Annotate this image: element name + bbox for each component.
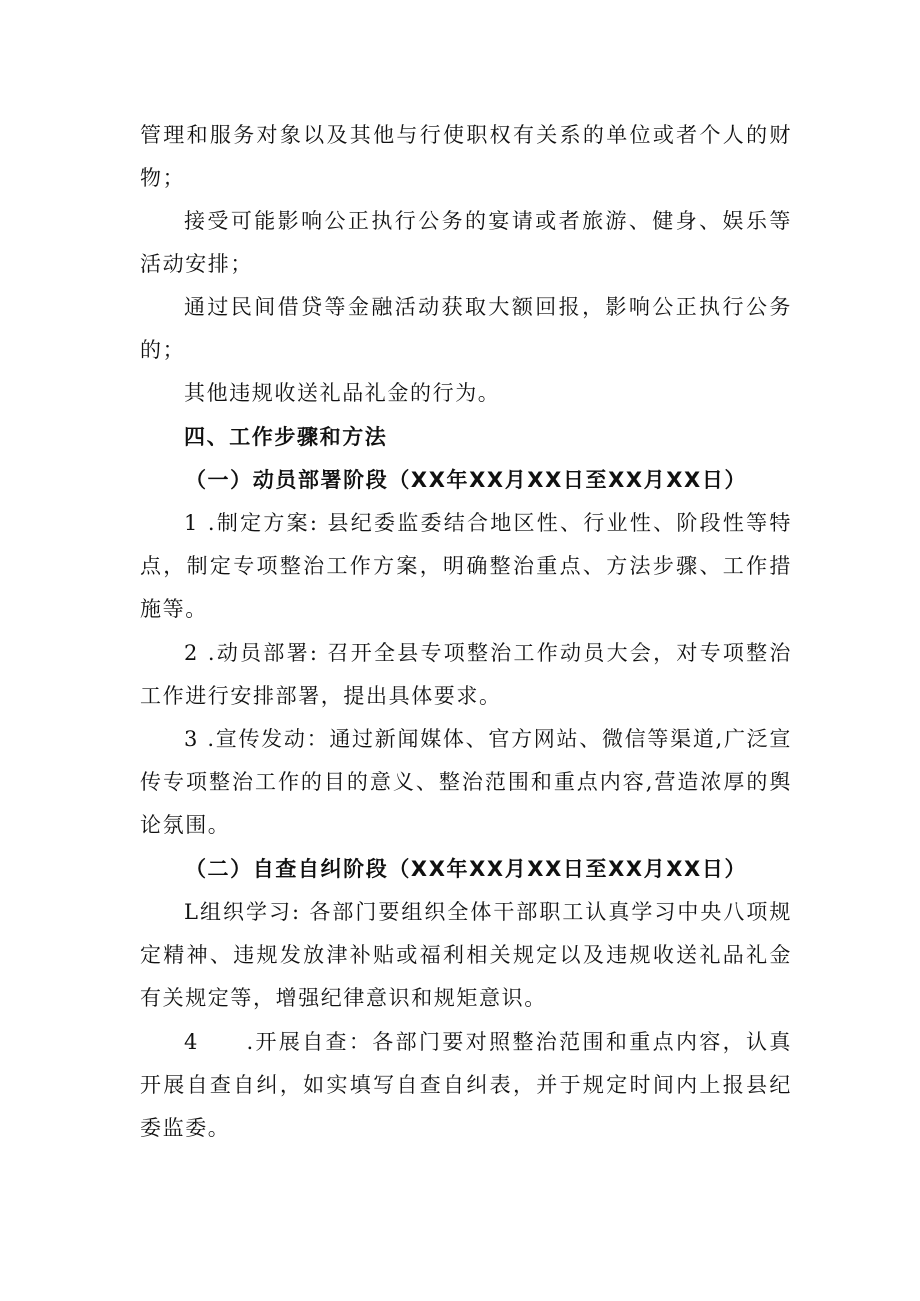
paragraph-banquet-travel: 接受可能影响公正执行公务的宴请或者旅游、健身、娱乐等活动安排； <box>140 209 792 276</box>
phase2-title: （二）自查自纠阶段（XX年XX月XX日至XX月XX日） <box>184 857 748 881</box>
phase2-item-study: L组织学习: 各部门要组织全体干部职工认真学习中央八项规定精神、违规发放津补贴或福利相关规定以及违规收送礼品礼金有关规定等，增强纪律意识和规矩意识。 <box>140 900 792 1010</box>
phase1-title: （一）动员部署阶段（XX年XX月XX日至XX月XX日） <box>184 468 748 492</box>
phase1-item-plan: 1 .制定方案: 县纪委监委结合地区性、行业性、阶段性等特点，制定专项整治工作方案，明确整治重点、方法步骤、工作措施等。 <box>140 511 792 621</box>
section-heading-steps: 四、工作步骤和方法 <box>184 425 388 449</box>
phase1-item-mobilize: 2 .动员部署: 召开全县专项整治工作动员大会，对专项整治工作进行安排部署，提出具体要求。 <box>140 641 792 708</box>
paragraph-gift-items: 管理和服务对象以及其他与行使职权有关系的单位或者个人的财物； <box>140 123 792 190</box>
phase2-item-selfcheck: 4 .开展自查：各部门要对照整治范围和重点内容，认真开展自查自纠，如实填写自查自纠表，并于规定时间内上报县纪委监委。 <box>140 1030 792 1140</box>
phase1-item-publicity: 3 .宣传发动：通过新闻媒体、官方网站、微信等渠道,广泛宣传专项整治工作的目的意义、整治范围和重点内容,营造浓厚的舆论氛围。 <box>140 727 792 837</box>
paragraph-other-violations: 其他违规收送礼品礼金的行为。 <box>184 381 501 405</box>
paragraph-private-lending: 通过民间借贷等金融活动获取大额回报，影响公正执行公务的； <box>140 295 792 362</box>
